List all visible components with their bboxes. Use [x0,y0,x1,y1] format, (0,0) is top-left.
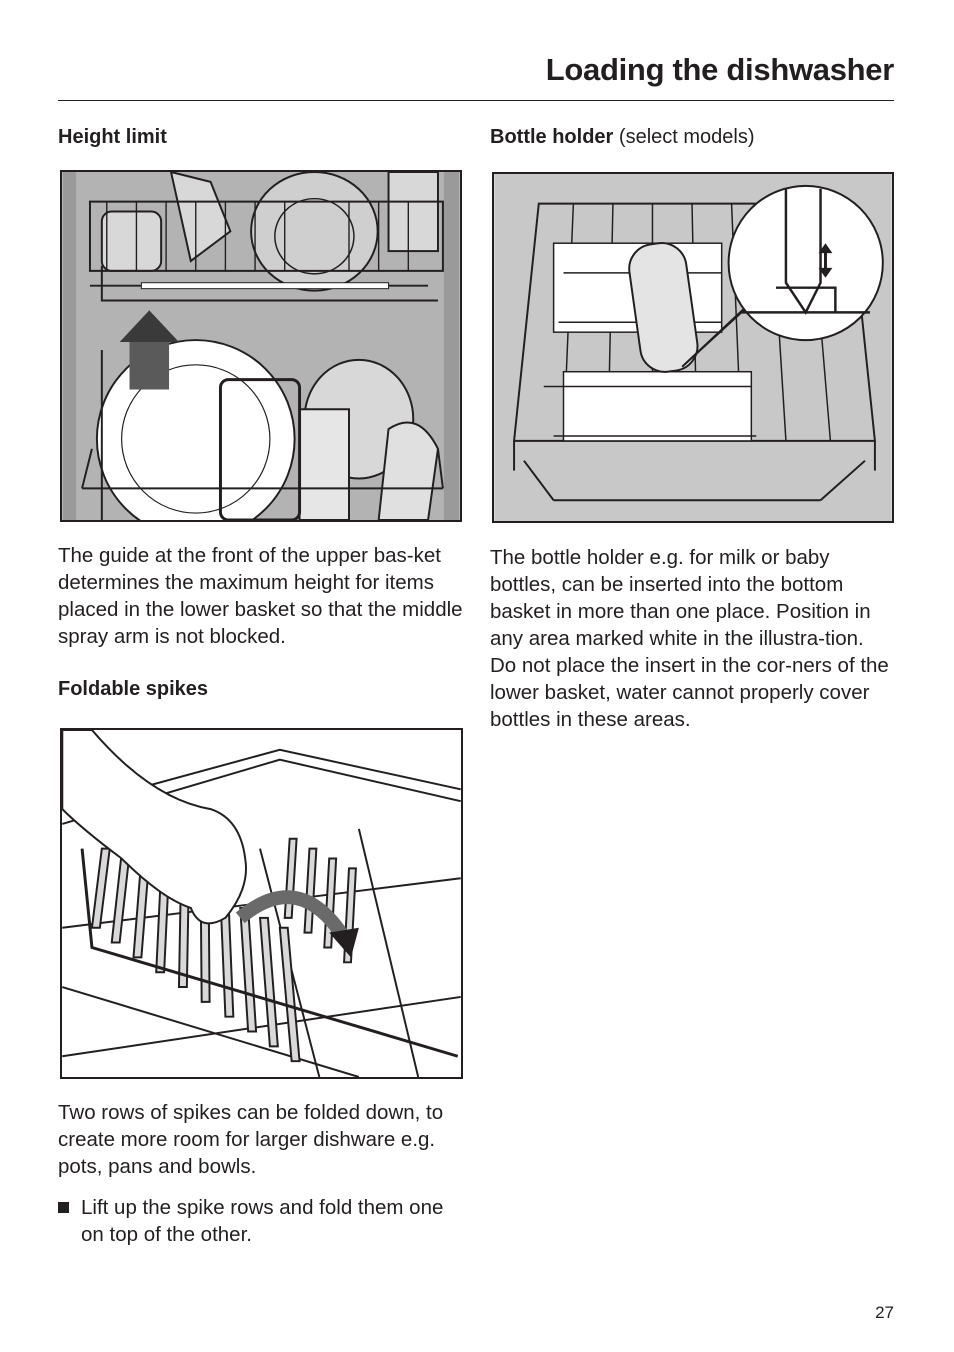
page-number: 27 [875,1303,894,1322]
instruction-text: Lift up the spike rows and fold them one on top of the other. [81,1196,444,1246]
foldable-spikes-text: Two rows of spikes can be folded down, to create more room for larger dishware e.g. pots, pans and bowls. [58,1101,444,1178]
foldable-spikes-heading: Foldable spikes [58,678,209,700]
bottle-holder-heading-note: (select models) [618,126,755,148]
bottle-holder-illustration [492,172,894,523]
header-divider [58,100,894,101]
height-limit-text: The guide at the front of the upper bas-ket determines the maximum height for items placed in the lower basket so that the middle spray arm is not blocked. [58,544,463,648]
square-bullet-icon [58,1202,69,1213]
height-limit-illustration [60,170,462,522]
foldable-spikes-instruction [58,1194,458,1248]
bottle-holder-heading-label: Bottle holder [490,126,614,148]
bottle-holder-text: The bottle holder e.g. for milk or baby bottles, can be inserted into the bottom basket in more than one place. Position in any area marked white in the illustra-tion. Do not place the insert in the cor-ners of the lower basket, water cannot properly cover bottles in these areas. [490,546,889,731]
height-limit-heading: Height limit [58,126,167,148]
foldable-spikes-illustration [60,728,463,1079]
bottle-holder-heading [490,126,755,149]
page-title: Loading the dishwasher [545,52,894,87]
